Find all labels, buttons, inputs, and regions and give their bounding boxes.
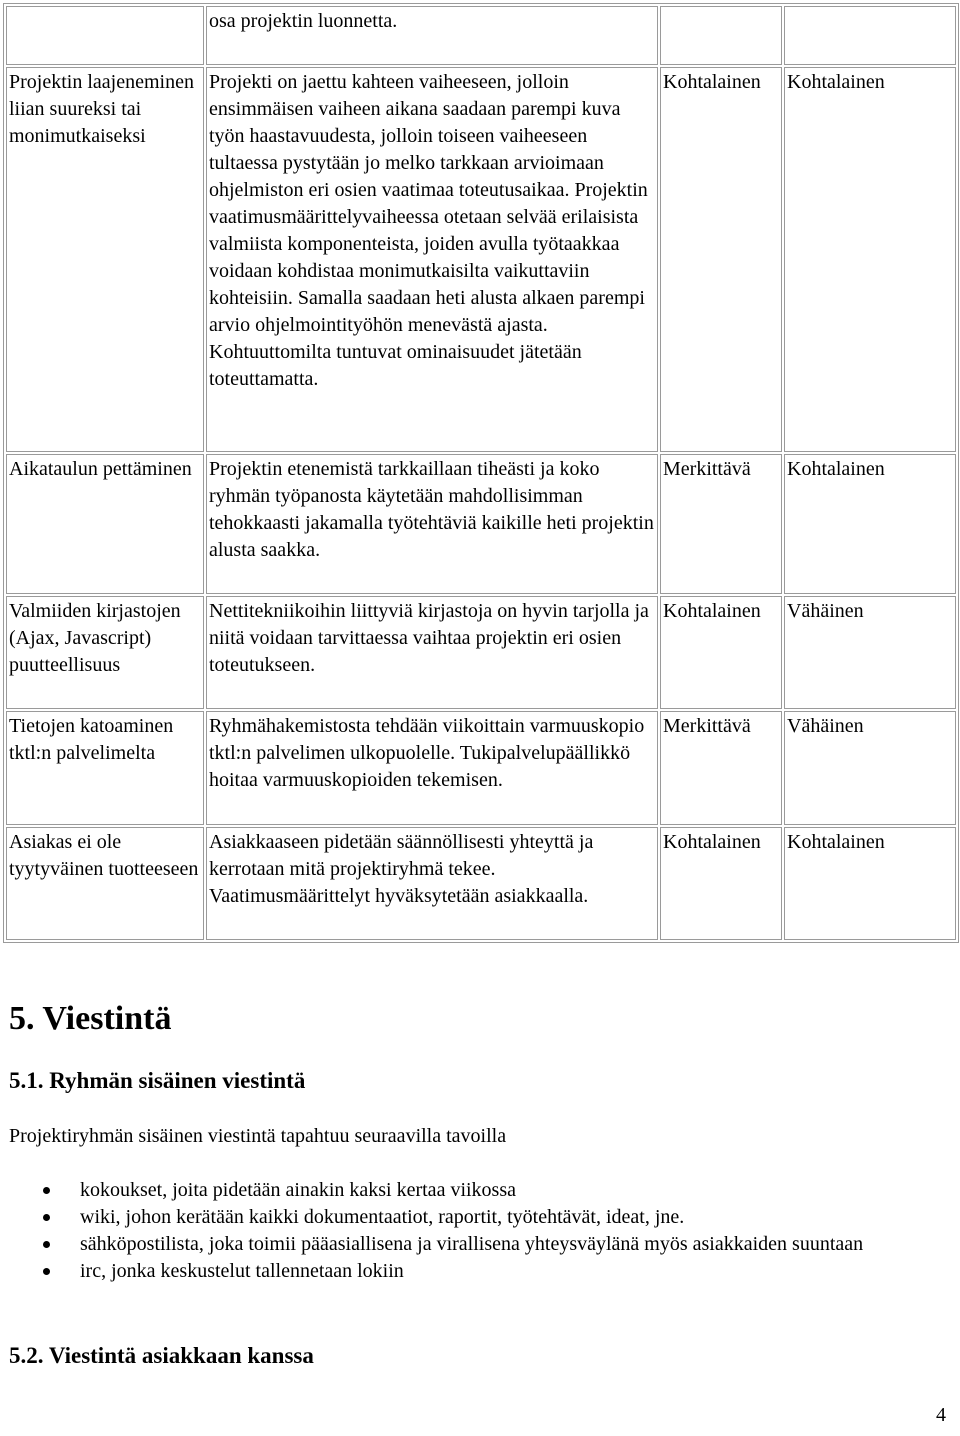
list-item: kokoukset, joita pidetään ainakin kaksi kertaa viikossa — [80, 1177, 940, 1204]
risk-cell: Projektin laajeneminen liian suureksi tai monimutkaiseksi — [6, 67, 204, 452]
impact-cell: Vähäinen — [784, 711, 956, 824]
table-row — [6, 67, 956, 452]
probability-cell — [660, 6, 782, 65]
channel-list — [80, 1177, 940, 1285]
impact-cell: Kohtalainen — [784, 454, 956, 594]
intro-paragraph: Projektiryhmän sisäinen viestintä tapahtuu seuraavilla tavoilla — [9, 1125, 507, 1147]
list-item: wiki, johon kerätään kaikki dokumentaatiot, raportit, työtehtävät, ideat, jne. — [80, 1204, 940, 1231]
action-cell: Nettitekniikoihin liittyviä kirjastoja on hyvin tarjolla ja niitä voidaan tarvittaessa vaihtaa projektin eri osien toteutukseen. — [206, 596, 658, 709]
probability-cell: Kohtalainen — [660, 827, 782, 941]
risk-cell — [6, 6, 204, 65]
probability-cell: Kohtalainen — [660, 67, 782, 452]
section-heading: 5. Viestintä — [9, 1000, 172, 1037]
table-row — [6, 454, 956, 594]
risk-cell: Tietojen katoaminen tktl:n palvelimelta — [6, 711, 204, 824]
action-cell: Asiakkaaseen pidetään säännöllisesti yhteyttä ja kerrotaan mitä projektiryhmä tekee. Vaatimusmäärittelyt hyväksytetään asiakkaalla. — [206, 827, 658, 941]
risk-cell: Aikataulun pettäminen — [6, 454, 204, 594]
list-item: irc, jonka keskustelut tallennetaan lokiin — [80, 1258, 940, 1285]
probability-cell: Merkittävä — [660, 711, 782, 824]
list-item: sähköpostilista, joka toimii pääasiallisena ja virallisena yhteysväylänä myös asiakkaiden suuntaan — [80, 1231, 940, 1258]
action-cell: osa projektin luonnetta. — [206, 6, 658, 65]
action-cell: Projektin etenemistä tarkkaillaan tiheästi ja koko ryhmän työpanosta käytetään mahdollisimman tehokkaasti jakamalla työtehtäviä kaikille heti projektin alusta saakka. — [206, 454, 658, 594]
impact-cell — [784, 6, 956, 65]
subsection-heading-internal: 5.1. Ryhmän sisäinen viestintä — [9, 1068, 306, 1093]
table-row — [6, 711, 956, 824]
probability-cell: Merkittävä — [660, 454, 782, 594]
risk-cell: Valmiiden kirjastojen (Ajax, Javascript) puutteellisuus — [6, 596, 204, 709]
table-row — [6, 596, 956, 709]
impact-cell: Kohtalainen — [784, 67, 956, 452]
risk-cell: Asiakas ei ole tyytyväinen tuotteeseen — [6, 827, 204, 941]
impact-cell: Kohtalainen — [784, 827, 956, 941]
impact-cell: Vähäinen — [784, 596, 956, 709]
table-row — [6, 6, 956, 65]
action-cell: Projekti on jaettu kahteen vaiheeseen, jolloin ensimmäisen vaiheen aikana saadaan parempi kuva työn haastavuudesta, jolloin toiseen vaiheeseen tultaessa pystytään jo melko tarkkaan arvioimaan ohjelmiston eri osien vaatimaa toteutusaikaa. Projektin vaatimusmäärittelyvaiheessa otetaan selvää erilaisista valmiista komponenteista, joiden avulla työtaakkaa voidaan kohdistaa monimutkaisilta vaikuttaviin kohteisiin. Samalla saadaan heti alusta alkaen parempi arvio ohjelmointityöhön menevästä ajasta. Kohtuuttomilta tuntuvat ominaisuudet jätetään toteuttamatta. — [206, 67, 658, 452]
page-number: 4 — [936, 1404, 946, 1426]
table-row — [6, 827, 956, 941]
subsection-heading-customer: 5.2. Viestintä asiakkaan kanssa — [9, 1343, 314, 1368]
risk-table — [3, 3, 959, 943]
probability-cell: Kohtalainen — [660, 596, 782, 709]
action-cell: Ryhmähakemistosta tehdään viikoittain varmuuskopio tktl:n palvelimen ulkopuolelle. Tukipalvelupäällikkö hoitaa varmuuskopioiden tekemisen. — [206, 711, 658, 824]
